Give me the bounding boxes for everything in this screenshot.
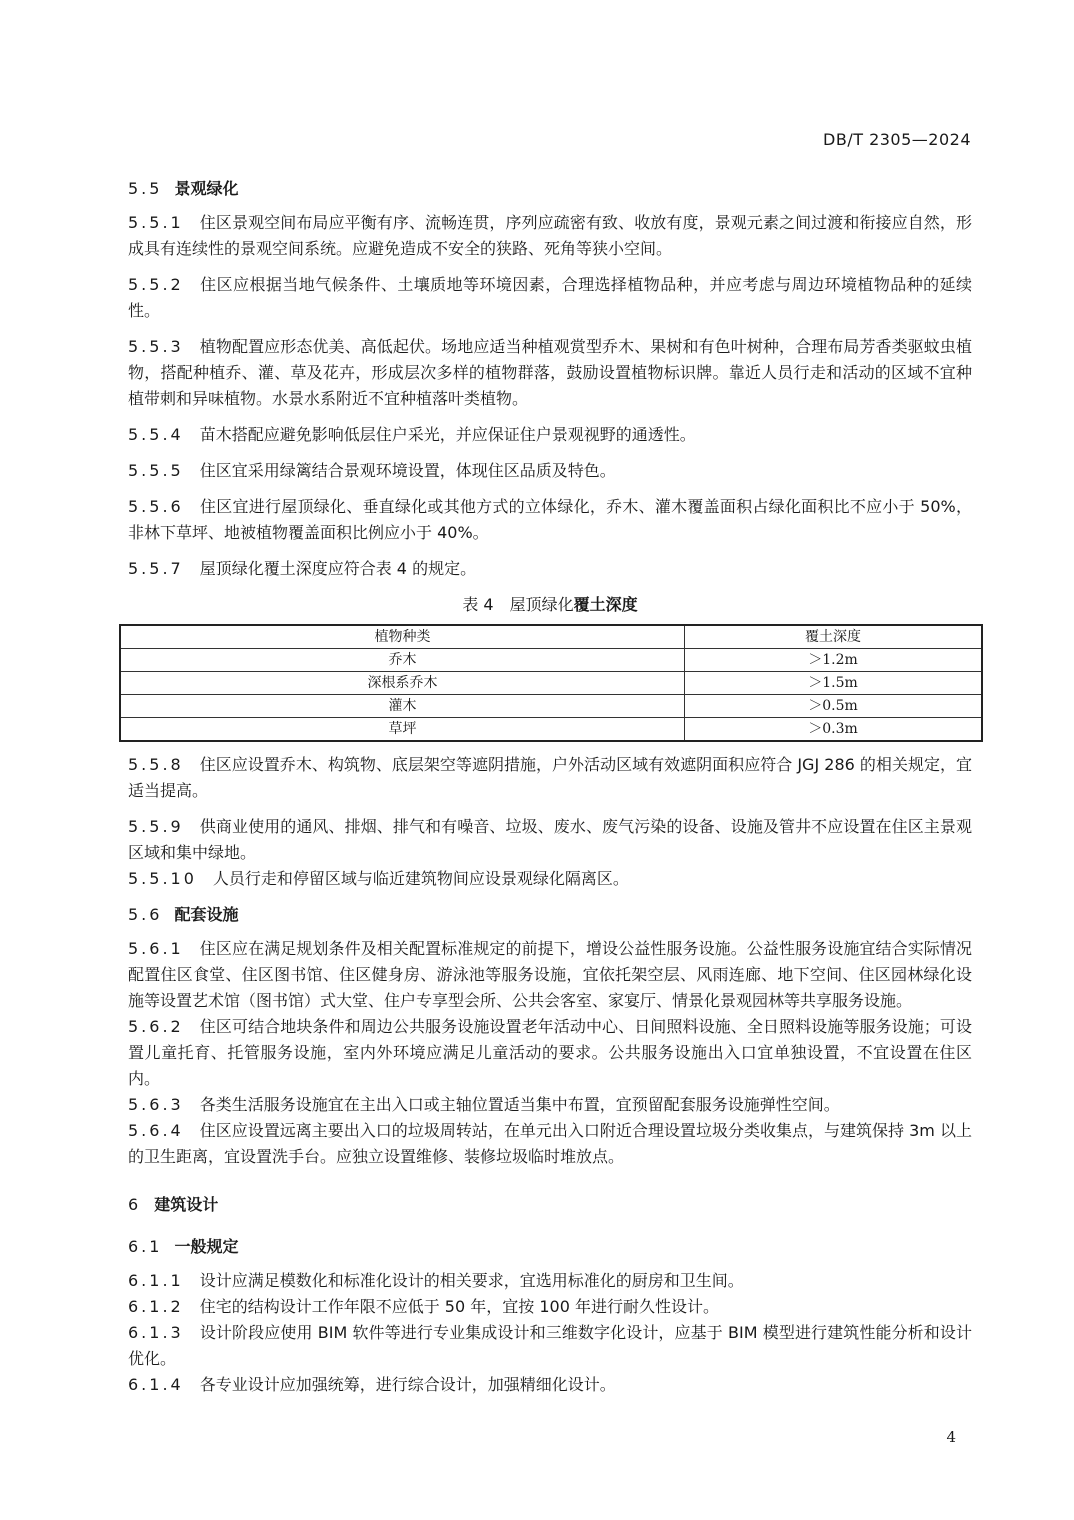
clause-5-5-6	[128, 494, 972, 546]
clause-text: 住宅的结构设计工作年限不应低于 50 年，宜按 100 年进行耐久性设计。	[199, 1297, 719, 1316]
clause-text: 设计应满足模数化和标准化设计的相关要求，宜选用标准化的厨房和卫生间。	[199, 1271, 744, 1290]
table-row	[120, 695, 982, 718]
clause-5-5-8	[128, 752, 972, 804]
clause-text: 住区宜采用绿篱结合景观环境设置，体现住区品质及特色。	[199, 461, 616, 480]
clause-number: 6.1.1	[128, 1271, 184, 1290]
table-cell: ＞0.3m	[685, 718, 983, 742]
clause-5-5-2	[128, 272, 972, 324]
clause-text: 设计阶段应使用 BIM 软件等进行专业集成设计和三维数字化设计，应基于 BIM 模型进行建筑性能分析和设计优化。	[128, 1323, 972, 1368]
clause-text: 住区应设置乔木、构筑物、底层架空等遮阴措施，户外活动区域有效遮阴面积应符合 JGJ 286 的相关规定，宜适当提高。	[128, 755, 972, 800]
clause-5-5-5	[128, 458, 972, 484]
clause-number: 5.5.6	[128, 497, 184, 516]
clause-6-1-1	[128, 1268, 972, 1294]
table-header-cell: 植物种类	[120, 625, 685, 649]
clause-5-5-10	[128, 866, 972, 892]
clause-number: 5.5.5	[128, 461, 184, 480]
clause-5-6-4	[128, 1118, 972, 1170]
chapter-title: 建筑设计	[154, 1195, 219, 1214]
clause-6-1-4	[128, 1372, 972, 1398]
clause-number: 5.5.1	[128, 213, 184, 232]
table-cell: 草坪	[120, 718, 685, 742]
clause-number: 5.5.10	[128, 869, 197, 888]
table-row	[120, 649, 982, 672]
table-cell: 乔木	[120, 649, 685, 672]
section-heading-6-1	[128, 1234, 972, 1260]
chapter-number: 6	[128, 1195, 139, 1214]
clause-text: 住区宜进行屋顶绿化、垂直绿化或其他方式的立体绿化，乔木、灌木覆盖面积占绿化面积比不应小于 50%，非林下草坪、地被植物覆盖面积比例应小于 40%。	[128, 497, 972, 542]
table-header-cell: 覆土深度	[685, 625, 983, 649]
clause-text: 屋顶绿化覆土深度应符合表 4 的规定。	[199, 559, 477, 578]
clause-5-5-7	[128, 556, 972, 582]
table-caption-title: 覆土深度	[573, 595, 638, 614]
section-number: 5.5	[128, 179, 163, 198]
table-row	[120, 718, 982, 742]
table-header-row	[120, 625, 982, 649]
clause-5-6-3	[128, 1092, 972, 1118]
table-cell: 灌木	[120, 695, 685, 718]
section-heading-5-6	[128, 902, 972, 928]
table-row	[120, 672, 982, 695]
clause-5-5-3	[128, 334, 972, 412]
clause-text: 供商业使用的通风、排烟、排气和有噪音、垃圾、废水、废气污染的设备、设施及管井不应设置在住区主景观区域和集中绿地。	[128, 817, 972, 862]
clause-text: 住区景观空间布局应平衡有序、流畅连贯，序列应疏密有致、收放有度，景观元素之间过渡和衔接应自然，形成具有连续性的景观空间系统。应避免造成不安全的狭路、死角等狭小空间。	[128, 213, 972, 258]
clause-number: 6.1.4	[128, 1375, 184, 1394]
table-cell: 深根系乔木	[120, 672, 685, 695]
clause-number: 5.6.1	[128, 939, 184, 958]
document-code-header: DB/T 2305—2024	[823, 130, 971, 149]
clause-text: 住区可结合地块条件和周边公共服务设施设置老年活动中心、日间照料设施、全日照料设施等服务设施；可设置儿童托育、托管服务设施，室内外环境应满足儿童活动的要求。公共服务设施出入口宜单独设置，不宜设置在住区内。	[128, 1017, 972, 1088]
clause-number: 5.5.8	[128, 755, 184, 774]
document-body	[128, 176, 972, 1398]
table-caption-prefix: 表 4 屋顶绿化	[462, 595, 574, 614]
table-caption	[128, 592, 972, 618]
clause-text: 人员行走和停留区域与临近建筑物间应设景观绿化隔离区。	[212, 869, 629, 888]
clause-text: 植物配置应形态优美、高低起伏。场地应适当种植观赏型乔木、果树和有色叶树种，合理布局芳香类驱蚊虫植物，搭配种植乔、灌、草及花卉，形成层次多样的植物群落，鼓励设置植物标识牌。靠近人员行走和活动的区域不宜种植带刺和异味植物。水景水系附近不宜种植落叶类植物。	[128, 337, 972, 408]
clause-number: 5.6.3	[128, 1095, 184, 1114]
section-number: 6.1	[128, 1237, 163, 1256]
clause-number: 5.5.7	[128, 559, 184, 578]
clause-6-1-3	[128, 1320, 972, 1372]
chapter-heading-6	[128, 1192, 972, 1218]
clause-text: 苗木搭配应避免影响低层住户采光，并应保证住户景观视野的通透性。	[199, 425, 696, 444]
clause-5-5-9	[128, 814, 972, 866]
clause-number: 5.6.4	[128, 1121, 184, 1140]
clause-text: 住区应设置远离主要出入口的垃圾周转站，在单元出入口附近合理设置垃圾分类收集点，与建筑保持 3m 以上的卫生距离，宜设置洗手台。应独立设置维修、装修垃圾临时堆放点。	[128, 1121, 972, 1166]
section-number: 5.6	[128, 905, 163, 924]
clause-5-5-4	[128, 422, 972, 448]
clause-5-6-1	[128, 936, 972, 1014]
clause-number: 5.5.9	[128, 817, 184, 836]
section-heading-5-5	[128, 176, 972, 202]
soil-depth-table	[119, 624, 983, 742]
page-number: 4	[946, 1428, 956, 1446]
clause-number: 5.5.3	[128, 337, 184, 356]
clause-5-6-2	[128, 1014, 972, 1092]
clause-number: 6.1.2	[128, 1297, 184, 1316]
clause-5-5-1	[128, 210, 972, 262]
clause-number: 5.5.2	[128, 275, 184, 294]
clause-text: 住区应根据当地气候条件、土壤质地等环境因素，合理选择植物品种，并应考虑与周边环境植物品种的延续性。	[128, 275, 972, 320]
clause-text: 住区应在满足规划条件及相关配置标准规定的前提下，增设公益性服务设施。公益性服务设施宜结合实际情况配置住区食堂、住区图书馆、住区健身房、游泳池等服务设施，宜依托架空层、风雨连廊、地下空间、住区园林绿化设施等设置艺术馆（图书馆）式大堂、住户专享型会所、公共会客室、家宴厅、情景化景观园林等共享服务设施。	[128, 939, 972, 1010]
clause-6-1-2	[128, 1294, 972, 1320]
section-title: 景观绿化	[174, 179, 239, 198]
table-cell: ＞1.5m	[685, 672, 983, 695]
section-title: 配套设施	[174, 905, 239, 924]
table-cell: ＞1.2m	[685, 649, 983, 672]
table-cell: ＞0.5m	[685, 695, 983, 718]
clause-number: 5.6.2	[128, 1017, 184, 1036]
clause-number: 6.1.3	[128, 1323, 184, 1342]
clause-text: 各类生活服务设施宜在主出入口或主轴位置适当集中布置，宜预留配套服务设施弹性空间。	[199, 1095, 840, 1114]
clause-number: 5.5.4	[128, 425, 184, 444]
section-title: 一般规定	[174, 1237, 239, 1256]
clause-text: 各专业设计应加强统筹，进行综合设计，加强精细化设计。	[199, 1375, 616, 1394]
